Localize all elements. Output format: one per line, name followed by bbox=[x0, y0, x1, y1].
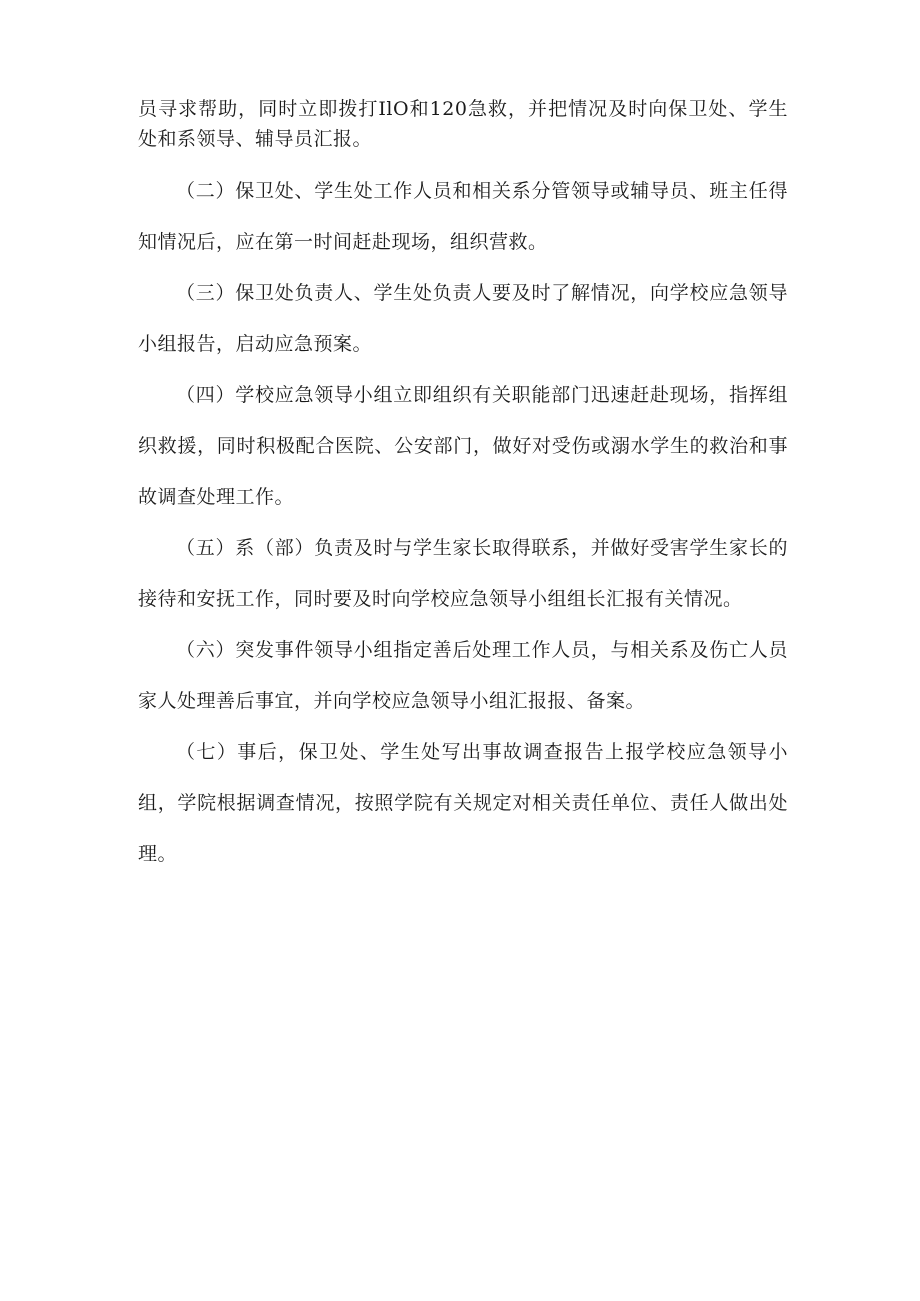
document-body bbox=[138, 94, 788, 880]
paragraph-continuation: 员寻求帮助，同时立即拨打IlO和120急救，并把情况及时向保卫处、学生处和系领导、辅导员汇报。 bbox=[138, 98, 788, 150]
paragraph-item-7: （七）事后，保卫处、学生处写出事故调查报告上报学校应急领导小组，学院根据调查情况，按照学院有关规定对相关责任单位、责任人做出处理。 bbox=[138, 741, 788, 865]
paragraph-item-5: （五）系（部）负责及时与学生家长取得联系，并做好受害学生家长的接待和安抚工作，同时要及时向学校应急领导小组组长汇报有关情况。 bbox=[138, 537, 788, 610]
paragraph-item-4: （四）学校应急领导小组立即组织有关职能部门迅速赶赴现场，指挥组织救援，同时积极配合医院、公安部门，做好对受伤或溺水学生的救治和事故调查处理工作。 bbox=[138, 384, 788, 508]
paragraph-item-2: （二）保卫处、学生处工作人员和相关系分管领导或辅导员、班主任得知情况后，应在第一时间赶赴现场，组织营救。 bbox=[138, 180, 788, 253]
paragraph-item-3: （三）保卫处负责人、学生处负责人要及时了解情况，向学校应急领导小组报告，启动应急预案。 bbox=[138, 282, 788, 355]
paragraph-item-6: （六）突发事件领导小组指定善后处理工作人员，与相关系及伤亡人员家人处理善后事宜，并向学校应急领导小组汇报报、备案。 bbox=[138, 639, 788, 712]
